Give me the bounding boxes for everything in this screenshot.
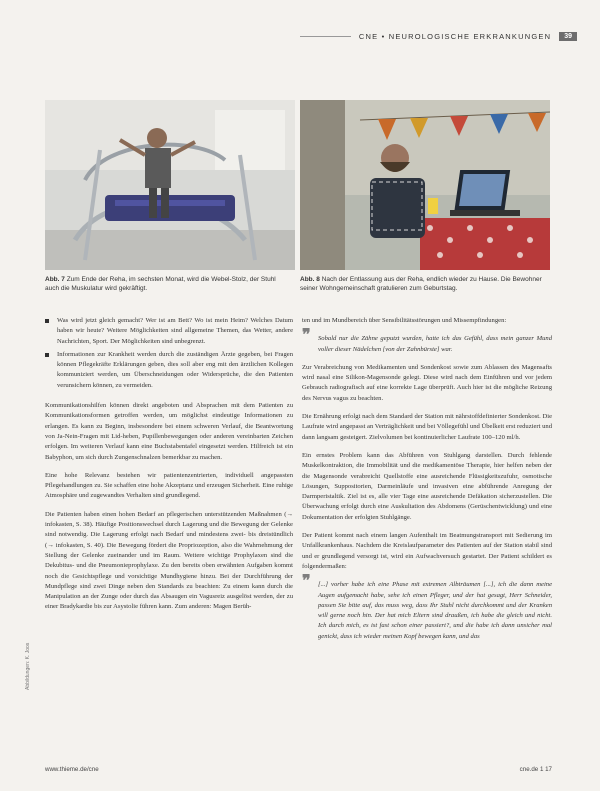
figure-label-8: Abb. 8	[300, 276, 320, 283]
body-paragraph: Die Patienten haben einen hohen Bedarf an pflegerischen unterstützenden Maßnahmen (→ infokasten, S. 38). Häufige Positionswechsel durch Lagerung und die Bewegung der Gelenke sind notwendig. Die Lagerung erfolgt nach Bedarf und mindestens zwei- bis dreistündlich (→ infokasten, S. 40). Die Bewegung fördert die Propriozeption, also die Wahrnehmung der Stellung der Gelenke zueinander und im Raum. Weitere wichtige Prophylaxen sind die Dekubitus- und die Pneumonieprophylaxe. Zu den bereits oben erwähnten Aufgaben kommt noch die Gesichtspflege und vorsichtige Mundhygiene hinzu. Bei der Durchführung der Mundpflege sind zwei Dinge neben den Standards zu beachten: Zu einem kann durch die Manipulation an der Zunge oder durch das Absaugen ein Vagusreiz ausgelöst werden, der zu einer Bradykardie bis zur Asystolie führen kann. Zum anderen: Magen Berüh-	[45, 510, 293, 611]
figure-caption-8	[300, 276, 550, 293]
figure-label-7: Abb. 7	[45, 276, 65, 283]
bullet-text: Was wird jetzt gleich gemacht? Wer ist am Bett? Wo ist mein Heim? Welches Datum haben wir heute? Weitere Möglichkeiten sind allgemeine Themen, das Wetter, andere Nachrichten, Sport. Der Möglichkeiten sind unbegrenzt.	[57, 317, 293, 345]
quote-text: [...] vorher habe ich eine Phase mit extremen Albträumen [...], ich die dann meine Augen aufgemacht habe, sehe ich einen Pfleger, und der hat gesagt, Herr Schneider, passen Sie bitte auf, das muss weg, dass Ihr Stuhl nicht durchkommt und der Kranken will gerne noch hin. Der hat mich Eltern sind draußen, ich habe die gleich und nicht. Ich durch mich, es ist fast schon einer passiert?, und die habe ich dann unsicher mal genickt, dass ich wieder meinen Kopf bewegen kann, und das	[318, 581, 552, 640]
section-title: CNE • NEUROLOGISCHE ERKRANKUNGEN	[358, 31, 552, 41]
pull-quote	[302, 327, 552, 355]
photo-credit: Abbildungen: K. Joos	[25, 642, 31, 690]
list-item	[45, 316, 293, 347]
bullet-square-icon	[45, 319, 49, 323]
body-paragraph: ten und im Mundbereich über Sensibilitätsstörungen und Missempfindungen:	[302, 317, 507, 324]
bullet-list	[45, 316, 293, 391]
home-desk-illustration	[300, 100, 550, 270]
right-column	[302, 316, 552, 650]
photo-home-desk	[300, 100, 550, 270]
figure-caption-text-8: Nach der Entlassung aus der Reha, endlich wieder zu Hause. Die Bewohner seiner Wohngemeinschaft gratulieren zum Geburtstag.	[300, 276, 542, 292]
body-paragraph: Der Patient kommt nach einem langen Aufenthalt im Beatmungstransport mit Sedierung im Unfallkrankenhaus. Nachdem die Kreislaufparameter des Patienten auf der Station stabil sind und er grundlegend versorgt ist, wird ein Aufwachversuch gestartet. Der Patient schildert es folgendermaßen:	[302, 532, 552, 570]
body-paragraph: Zur Verabreichung von Medikamenten und Sondenkost sowie zum Ablassen des Magensafts wird nasal eine Silikon-Magensonde gelegt. Diese wird nach dem Einführen und vor jedem Gebrauch radiografisch auf eine korrekte Lage überprüft. Auch hier ist die mögliche Reizung des Nervus vagus zu beachten.	[302, 363, 552, 402]
figure-caption-7	[45, 276, 290, 293]
pull-quote	[302, 573, 552, 642]
footer-url[interactable]: www.thieme.de/cne	[45, 766, 99, 773]
quote-text: Sobald nur die Zähne geputzt wurden, hatte ich das Gefühl, dass mein ganzer Mund voller dieser Nädelchen [von der Zahnbürste] war.	[318, 335, 552, 353]
quote-mark-icon: ❞	[302, 573, 311, 591]
bullet-square-icon	[45, 353, 49, 357]
list-item	[45, 350, 293, 391]
body-paragraph: Eine hohe Relevanz bestehen wir patientenzentrierten, individuell angepassten Pflegehandlungen zu. Sie schaffen eine hohe Akzeptanz und erzeugen Sicherheit. Eine ruhige Atmosphäre und zugewandtes Verhalten sind grundlegend.	[45, 471, 293, 500]
rehab-frame-illustration	[45, 100, 295, 270]
running-header	[300, 30, 577, 42]
quote-mark-icon: ❞	[302, 327, 311, 345]
photo-rehab-frame	[45, 100, 295, 270]
body-paragraph: Die Ernährung erfolgt nach dem Standard der Station mit nährstoffdefinierter Sondenkost. Die Laufrate wird angepasst an Verträglichkeit und bei Völlegefühl und Übelkeit erst reduziert und dann langsam gesteigert. Zielvolumen bei kontinuierlicher Laufrate 100–120 ml/h.	[302, 413, 552, 441]
body-paragraph: Kommunikationshilfen können direkt angeboten und Absprachen mit dem Patienten zu Kommunikationsformen getroffen werden, um möglichst eindeutige Informationen zu erlangen. Es kann zu Beginn, insbesondere bei einem schweren Verlauf, die Beantwortung von Ja-Nein-Fragen mit Lid-heben, Pupillenbewegungen oder anderen vereinbarten Zeichen erfolgen. Im weiteren Verlauf kann eine Buchstabentafel eingesetzt werden. Hilfreich ist ein Babyphon, um sich durch Zungenschnalzen bemerkbar zu machen.	[45, 402, 293, 461]
bullet-text: Informationen zur Krankheit werden durch die zuständigen Ärzte gegeben, bei Fragen können Pflegekräfte Erklärungen geben, dies soll aber eng mit den ärztlichen Kollegen kommuniziert werden, um Überschneidungen oder Widersprüche, die den Patienten verunsichern können, zu vermeiden.	[57, 350, 293, 389]
header-rule	[300, 36, 351, 37]
body-paragraph: Ein ernstes Problem kann das Abführen von Stuhlgang darstellen. Durch fehlende Muskelkontraktion, die Immobilität und die medikamentöse Therapie, hier helfen neben der die Magensonde verabreicht Quellstoffe eine ausreichende Flüssigkeitszufuhr, osmotische Lösungen, Suppositorien, Darmeinläufe und invasiven eine abführende Anregung der Darmperistaltik. Ziel ist es, alle vier Tage eine ausreichende Defäkation sicherzustellen. Die Überwachung erfolgt durch eine Auskultation des Abdomens (Gerüschentwicklung) und eine Dokumentation der erfolgten Stuhlgänge.	[302, 451, 552, 521]
figure-caption-text-7: Zum Ende der Reha, im sechsten Monat, wird die Webel-Stolz, der Stuhl auch die Muskulatur wird gekräftigt.	[45, 276, 276, 292]
left-column	[45, 316, 293, 621]
footer-issue: cne.de 1 17	[519, 766, 552, 773]
page-number: 39	[559, 32, 577, 41]
